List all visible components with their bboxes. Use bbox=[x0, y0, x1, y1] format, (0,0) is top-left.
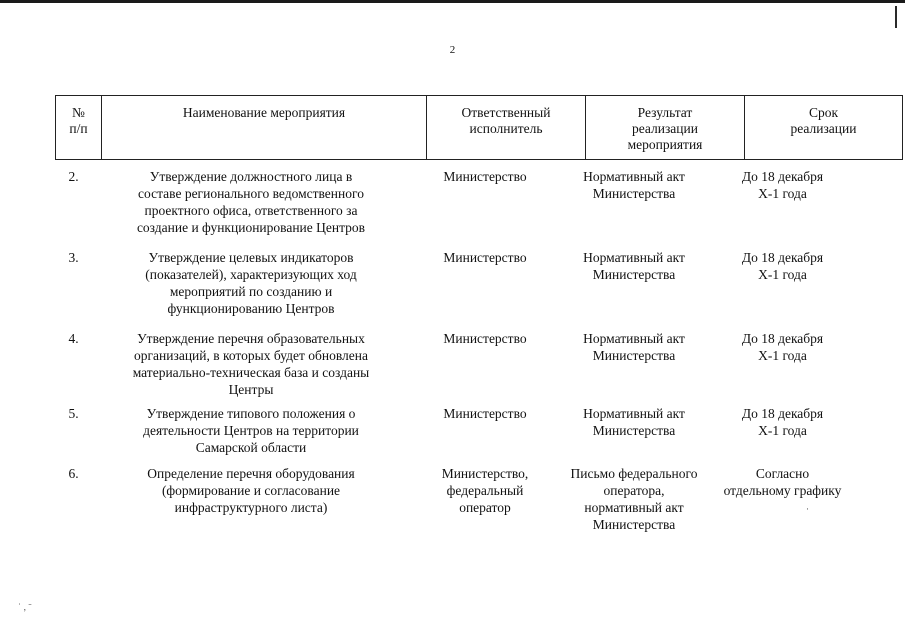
row-event-name: Утверждение перечня образовательных организаций, в которых будет обновлена материально-техническая база и созданы Центры bbox=[132, 331, 370, 397]
row-executor: Министерство bbox=[443, 169, 527, 184]
row-deadline: До 18 декабря Х-1 года bbox=[741, 406, 824, 438]
scan-artifact: ˙ ‚ ˉ bbox=[18, 602, 32, 612]
row-event-name: Утверждение целевых индикаторов (показателей), характеризующих ход мероприятий по созданию и функционированию Центров bbox=[145, 250, 357, 316]
header-number-label: № п/п bbox=[69, 105, 88, 136]
row-event-name: Утверждение типового положения о деятельности Центров на территории Самарской области bbox=[143, 406, 359, 455]
table-row bbox=[55, 330, 857, 405]
row-number: 4. bbox=[68, 331, 79, 346]
table-row bbox=[55, 465, 857, 535]
row-number: 2. bbox=[68, 169, 79, 184]
row-number: 6. bbox=[68, 466, 79, 481]
header-event-name-label: Наименование мероприятия bbox=[182, 105, 346, 120]
table-row bbox=[55, 249, 857, 330]
table-row bbox=[55, 168, 857, 249]
header-executor bbox=[427, 96, 586, 160]
row-executor: Министерство bbox=[443, 406, 527, 421]
header-row bbox=[56, 96, 903, 160]
header-number bbox=[56, 96, 102, 160]
row-number: 3. bbox=[68, 250, 79, 265]
row-result: Нормативный акт Министерства bbox=[583, 331, 685, 363]
scan-artifact: · bbox=[806, 504, 809, 514]
header-result-label: Результат реализации мероприятия bbox=[627, 105, 703, 152]
table-body bbox=[55, 168, 857, 535]
row-deadline: До 18 декабря Х-1 года bbox=[741, 250, 824, 282]
row-event-name: Утверждение должностного лица в составе регионального ведомственного проектного офиса, ответственного за создание и функционирование Центров bbox=[136, 169, 366, 235]
row-result: Нормативный акт Министерства bbox=[583, 250, 685, 282]
header-executor-label: Ответственный исполнитель bbox=[461, 105, 551, 136]
header-result bbox=[586, 96, 745, 160]
header-deadline-label: Срок реализации bbox=[790, 105, 857, 136]
row-executor: Министерство, федеральный оператор bbox=[441, 466, 529, 515]
row-number: 5. bbox=[68, 406, 79, 421]
page-number: 2 bbox=[449, 44, 456, 56]
row-result: Нормативный акт Министерства bbox=[583, 406, 685, 438]
table-row bbox=[55, 405, 857, 465]
row-deadline: Согласно отдельному графику bbox=[723, 466, 842, 498]
row-executor: Министерство bbox=[443, 331, 527, 346]
top-border-line bbox=[0, 0, 905, 3]
row-result: Письмо федерального оператора, нормативный акт Министерства bbox=[570, 466, 698, 532]
row-result: Нормативный акт Министерства bbox=[583, 169, 685, 201]
row-deadline: До 18 декабря Х-1 года bbox=[741, 331, 824, 363]
table-header bbox=[55, 95, 903, 160]
row-event-name: Определение перечня оборудования (формирование и согласование инфраструктурного листа) bbox=[147, 466, 355, 515]
row-executor: Министерство bbox=[443, 250, 527, 265]
header-event-name bbox=[102, 96, 427, 160]
row-deadline: До 18 декабря Х-1 года bbox=[741, 169, 824, 201]
right-edge-mark bbox=[895, 6, 897, 28]
header-deadline bbox=[745, 96, 903, 160]
